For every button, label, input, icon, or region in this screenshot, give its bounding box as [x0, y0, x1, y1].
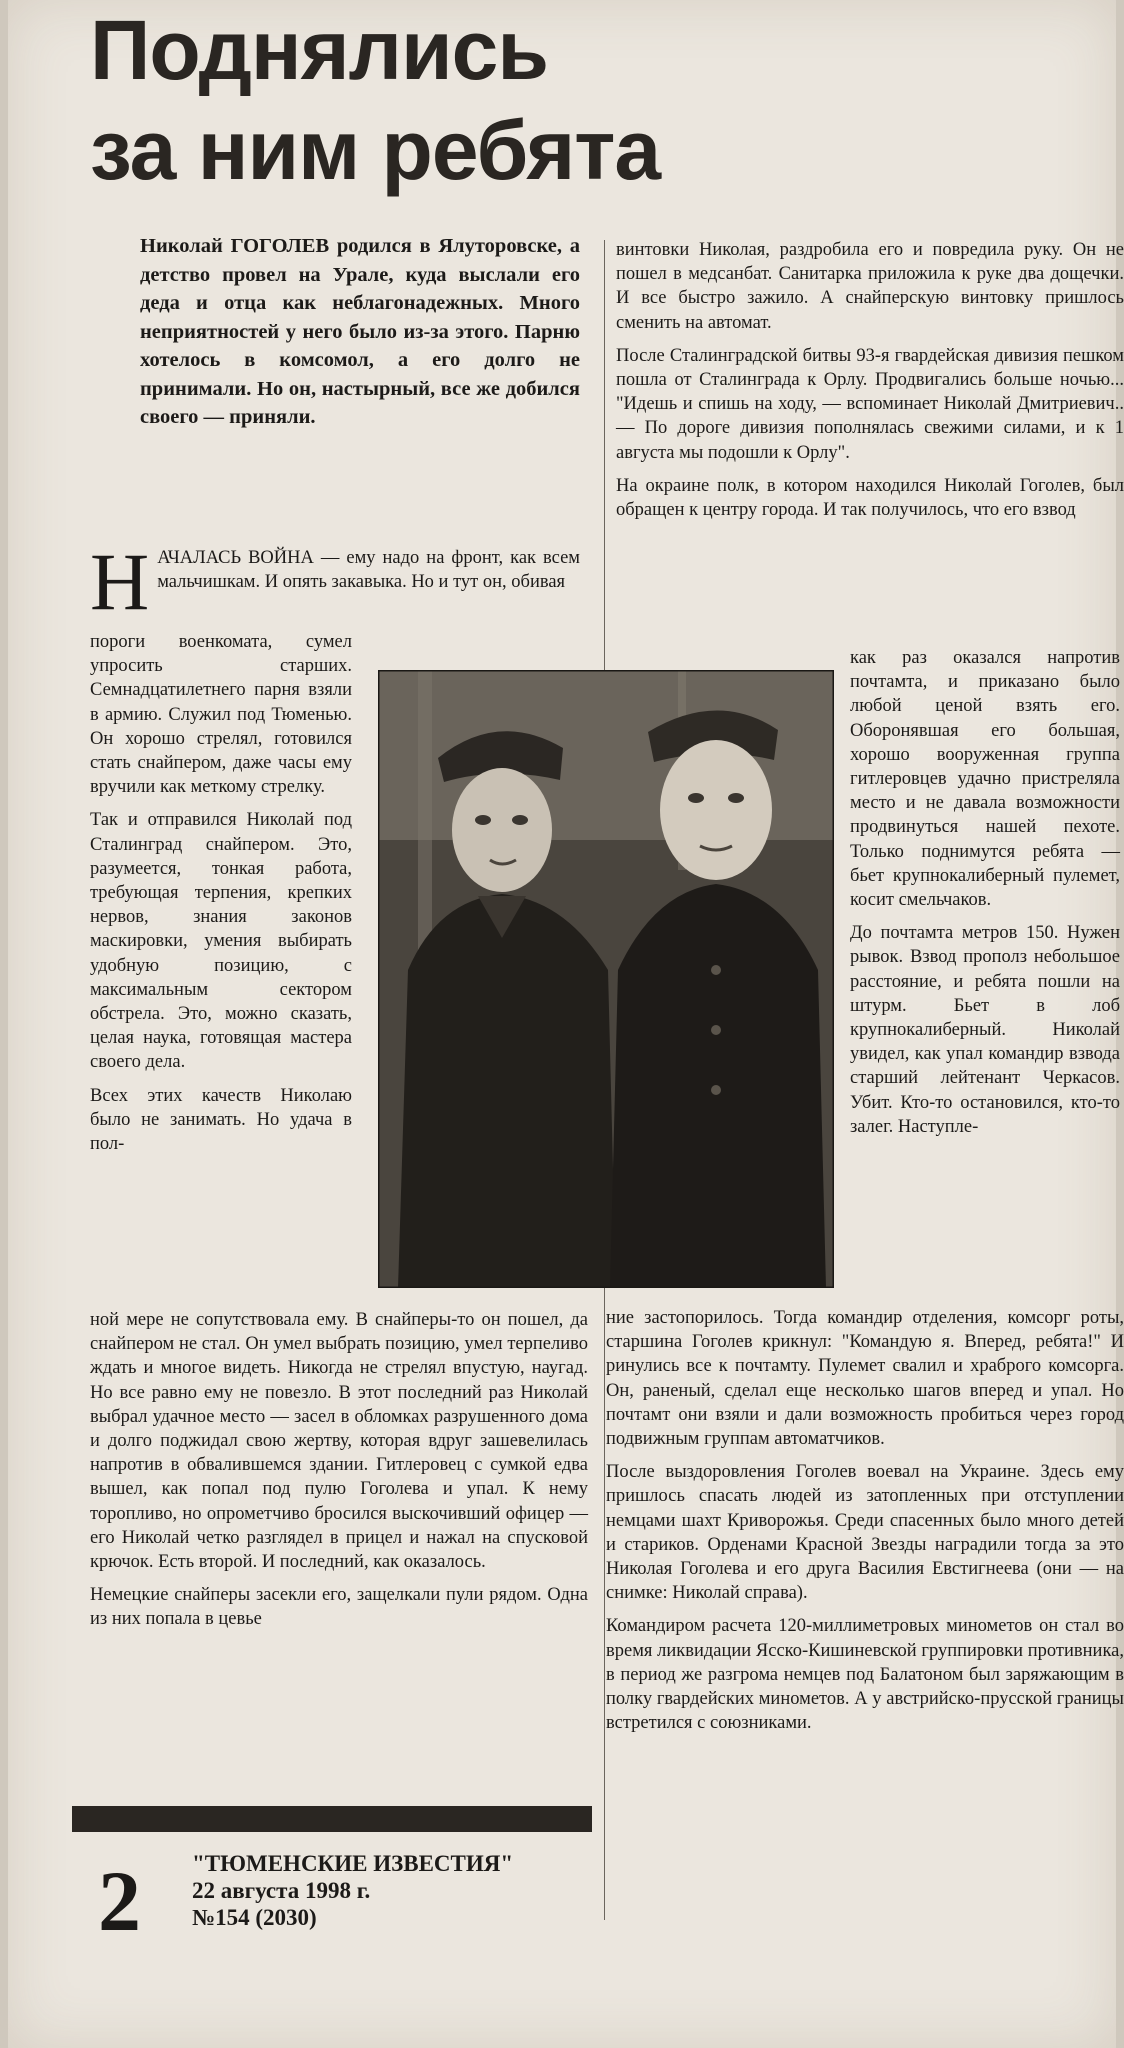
- newspaper-page: [8, 0, 1124, 2048]
- drop-cap: Н: [90, 536, 150, 627]
- right-paragraph-4-cont: ние застопорилось. Тогда командир отделения, комсорг роты, старшина Гоголев крикнул: "Командую я. Вперед, ребята!" И ринулись все к почтамту. Пулемет свалил и храброго комсорга. Он, раненый, сделал еще несколько шагов вперед и упал. Но почтамт они взяли и дали возможность пробиться через город подвижным группам автоматчиков.: [606, 1308, 1124, 1450]
- paragraph-opening: АЧАЛАСЬ ВОЙНА — ему надо на фронт, как всем мальчишкам. И опять закавыка. Но и тут он, обивая: [157, 548, 580, 593]
- page-number: 2: [98, 1853, 141, 1949]
- masthead: [192, 1850, 514, 1931]
- paragraph-4: Немецкие снайперы засекли его, защелкали пули рядом. Одна из них попала в цевье: [90, 1585, 588, 1630]
- lead-paragraph: Николай ГОГОЛЕВ родился в Ялуторовске, а детство провел на Урале, куда выслали его деда и отца как неблагонадежных. Много неприятностей у него было из-за этого. Парню хотелось в комсомол, а его долго не принимали. Но он, настырный, все же добился своего — приняли.: [140, 235, 580, 428]
- left-column-top: [90, 536, 580, 627]
- right-paragraph-6: Командиром расчета 120-миллиметровых минометов он стал во время ликвидации Ясско-Кишиневской группировки противника, в период же разгрома немцев под Балатоном был заряжающим в полку гвардейских минометов. А у австрийско-прусской границы встретился с союзниками.: [606, 1616, 1124, 1734]
- right-paragraph-1: винтовки Николая, раздробила его и повредила руку. Он не пошел в медсанбат. Санитарка приложила к руке два дощечки. И все быстро зажило. А снайперскую винтовку пришлось сменить на автомат.: [616, 240, 1124, 333]
- headline-line-1: Поднялись: [90, 3, 549, 97]
- newspaper-name: "ТЮМЕНСКИЕ ИЗВЕСТИЯ": [192, 1851, 514, 1876]
- left-column-bottom: [90, 1308, 588, 1641]
- paragraph-3-start: Всех этих качеств Николаю было не занимать. Но удача в пол-: [90, 1085, 352, 1155]
- footer-rule: [72, 1806, 592, 1832]
- right-column-narrow: [850, 646, 1120, 1148]
- photo-illustration: [378, 670, 834, 1288]
- left-column-narrow: [90, 630, 352, 1165]
- headline: [90, 0, 790, 200]
- right-column-bottom: [606, 1306, 1124, 1744]
- paragraph-2: Так и отправился Николай под Сталинград снайпером. Это, разумеется, тонкая работа, требующая терпения, крепких нервов, знания законов маскировки, умения выбирать удобную позицию, с максимальным сектором обстрела. Это, можно сказать, целая наука, готовящая мастера своего дела.: [90, 810, 352, 1073]
- right-column-top: [616, 238, 1124, 531]
- right-paragraph-4-start: До почтамта метров 150. Нужен рывок. Взвод прополз небольшое расстояние, и ребята пошли на штурм. Бьет в лоб крупнокалиберный. Николай увидел, как упал командир взвода старший лейтенант Черкасов. Убит. Кто-то остановился, кто-то залег. Наступле-: [850, 923, 1120, 1137]
- issue-number: №154 (2030): [192, 1905, 317, 1930]
- photo-two-soldiers: [378, 670, 834, 1288]
- right-paragraph-3-cont: как раз оказался напротив почтамта, и приказано было любой ценой взять его. Оборонявшая его большая, хорошо вооруженная группа гитлеровцев удачно пристреляла место и не давала возможности продвинуться нашей пехоте. Только поднимутся ребята — бьет крупнокалиберный пулемет, косит смельчаков.: [850, 648, 1120, 911]
- paragraph-1-cont: пороги военкомата, сумел упросить старших. Семнадцатилетнего парня взяли в армию. Служил под Тюменью. Он хорошо стрелял, готовился стать снайпером, даже часы ему вручили как меткому стрелку.: [90, 632, 352, 798]
- issue-date: 22 августа 1998 г.: [192, 1878, 371, 1903]
- right-paragraph-3-start: На окраине полк, в котором находился Николай Гоголев, был обращен к центру города. И так получилось, что его взвод: [616, 475, 1124, 521]
- right-paragraph-5: После выздоровления Гоголев воевал на Украине. Здесь ему пришлось спасать людей из затопленных при отступлении немцами шахт Криворожья. Среди спасенных было много детей и стариков. Орденами Красной Звезды наградили тогда за это Николая Гоголева и его друга Василия Евстигнеева (они — на снимке: Николай справа).: [606, 1462, 1124, 1604]
- headline-line-2: за ним ребята: [90, 103, 661, 197]
- right-paragraph-2: После Сталинградской битвы 93-я гвардейская дивизия пешком пошла от Сталинграда к Орлу. Продвигались больше ночью... "Идешь и спишь на ходу, — вспоминает Николай Дмитриевич.. — По дороге дивизия пополнялась свежими силами, и к 1 августа мы подошли к Орлу".: [616, 345, 1124, 463]
- paragraph-3-cont: ной мере не сопутствовала ему. В снайперы-то он пошел, да снайпером не стал. Он умел выбрать позицию, умел терпеливо ждать и многое видеть. Никогда не стрелял впустую, наугад. Но все равно ему не повезло. В этот последний раз Николай выбрал удачное место — засел в обломках разрушенного дома и долго поджидал свою жертву, которая вдруг зашевелилась напротив в обвалившемся здании. Гитлеровец с сумкой едва вышел, как попал под пулю Гоголева и упал. К нему торопливо, но опрометчиво бросился выскочивший офицер — его Николай четко разглядел в прицел и нажал на спусковой крючок. Есть второй. И последний, как оказалось.: [90, 1310, 588, 1573]
